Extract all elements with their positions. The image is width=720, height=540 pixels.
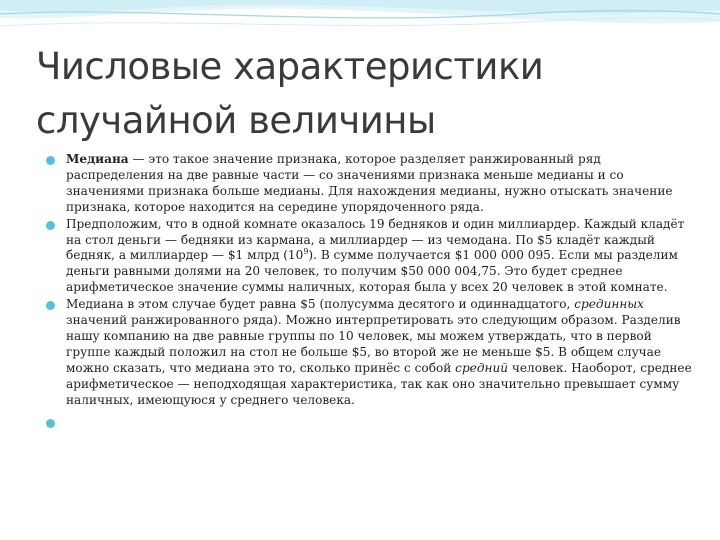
bullet-dot-icon xyxy=(46,221,55,230)
title-line-1: Числовые характеристики xyxy=(36,45,544,88)
slide-title xyxy=(36,40,676,148)
exponent: 9 xyxy=(303,247,309,257)
italic-term: средний xyxy=(455,360,509,375)
bullet-text-a: Предположим, что в одной комнате оказалось 19 бедняков и один миллиардер. Каждый кладёт на стол деньги — бедняки из кармана, а миллиардер — из чемодана. По $5 кладёт каждый бедняк, а миллиардер — $1 млрд (10 xyxy=(66,216,685,263)
bullet-median-definition xyxy=(46,152,692,216)
term-median: Медиана xyxy=(66,152,129,166)
bullet-text-b: ). В сумме получается $1 000 000 095. Если мы разделим деньги равными долями на 20 человек, то получим $50 000 004,75. Это будет среднее арифметическое значение суммы наличных, которая была у всех 20 человек в этой комнате. xyxy=(66,248,678,295)
bullet-dot-icon xyxy=(46,419,55,428)
bullet-text-c: человек. Наоборот, среднее арифметическое — неподходящая характеристика, так как оно значительно превышает сумму наличных, имеющуюся у среднего человека. xyxy=(66,360,692,407)
bullet-text-b: значений ранжированного ряда). Можно интерпретировать это следующим образом. Разделив нашу компанию на две равные группы по 10 человек, мы можем утверждать, что в первой группе каждый положил на стол не больше $5, во второй же не меньше $5. В общем случае можно сказать, что медиана это то, сколько принёс с собой xyxy=(66,313,681,375)
bullet-empty xyxy=(46,415,692,431)
bullet-median-interpretation xyxy=(46,297,692,408)
title-line-2: случайной величины xyxy=(36,99,436,142)
bullet-text-a: Медиана в этом случае будет равна $5 (полусумма десятого и одиннадцатого, xyxy=(66,297,575,312)
bullet-example xyxy=(46,217,692,297)
italic-term: срединных xyxy=(574,297,644,312)
bullet-text: — это такое значение признака, которое разделяет ранжированный ряд распределения на две равные части — со значениями признака меньше медианы и со значениями признака больше медианы. Для нахождения медианы, нужно отыскать значение признака, которое находится на середине упорядоченного ряда. xyxy=(66,152,673,214)
bullet-dot-icon xyxy=(46,301,55,310)
bullet-list xyxy=(46,152,692,432)
bullet-dot-icon xyxy=(46,156,55,165)
